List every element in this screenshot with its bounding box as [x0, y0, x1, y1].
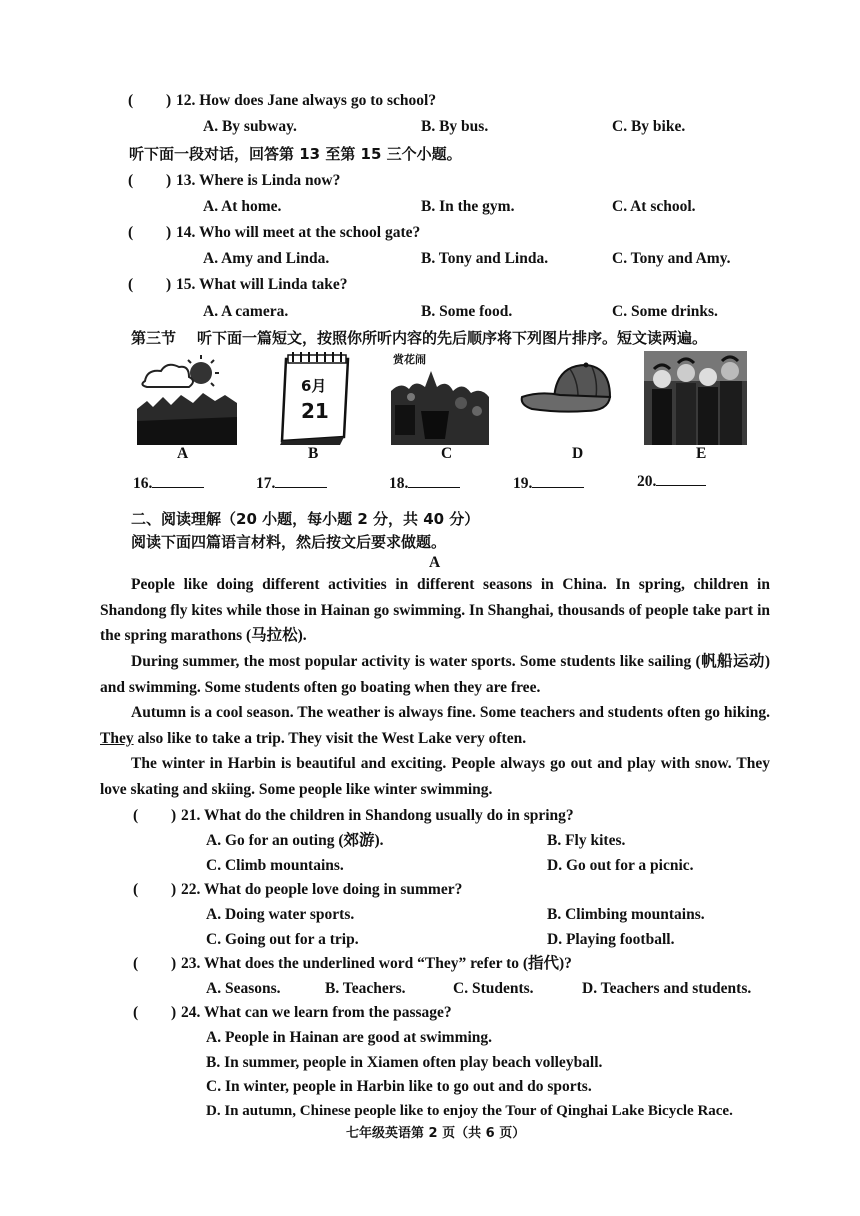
picture-e: [644, 351, 747, 445]
passage-paragraph-2: During summer, the most popular activity is water sports. Some students like sailing (帆船运动) and swimming. Some students often go boating when they are free.: [100, 653, 770, 696]
part2-instruction: 阅读下面四篇语言材料，然后按文后要求做题。: [131, 533, 447, 551]
dialogue-instruction: 听下面一段对话，回答第 13 至第 15 三个小题。: [129, 145, 462, 163]
question-22-option-c: C. Going out for a trip.: [206, 931, 359, 948]
answer-paren: (: [128, 92, 134, 109]
section3-title: 第三节: [131, 329, 177, 347]
answer-paren-close: ): [166, 92, 172, 109]
question-12-option-c: C. By bike.: [612, 118, 686, 135]
question-14-stem: 14. Who will meet at the school gate?: [176, 224, 421, 241]
picture-c-label: C: [441, 445, 453, 462]
question-24-option-c: C. In winter, people in Harbin like to go out and do sports.: [206, 1078, 592, 1095]
answer-paren: (: [128, 172, 134, 189]
question-23-option-b: B. Teachers.: [325, 980, 406, 997]
question-23-option-a: A. Seasons.: [206, 980, 281, 997]
question-13-option-b: B. In the gym.: [421, 198, 515, 215]
question-23-option-d: D. Teachers and students.: [582, 980, 752, 997]
answer-paren-close: ): [166, 224, 172, 241]
answer-paren-close: ): [166, 276, 172, 293]
part2-title: 二、阅读理解（20 小题，每小题 2 分，共 40 分）: [131, 510, 480, 528]
question-21-option-a: A. Go for an outing (郊游).: [206, 832, 384, 849]
picture-d-label: D: [572, 445, 584, 462]
question-14-option-b: B. Tony and Linda.: [421, 250, 549, 267]
question-15-option-c: C. Some drinks.: [612, 303, 718, 320]
answer-paren: (: [133, 955, 139, 972]
underlined-word: They: [100, 729, 134, 747]
blank-19[interactable]: 19.: [513, 473, 584, 494]
blank-17[interactable]: 17.: [256, 473, 327, 494]
answer-paren: (: [128, 224, 134, 241]
question-14-option-c: C. Tony and Amy.: [612, 250, 731, 267]
question-21-option-b: B. Fly kites.: [547, 832, 626, 849]
cap-icon: [520, 351, 616, 445]
passage-paragraph-1: People like doing different activities in different seasons in China. In spring, children in Shandong fly kites while those in Hainan go swimming. In Shanghai, thousands of people take part in the spring marathons (马拉松).: [100, 576, 770, 645]
question-12-option-b: B. By bus.: [421, 118, 489, 135]
answer-paren: (: [133, 807, 139, 824]
question-15-stem: 15. What will Linda take?: [176, 276, 348, 293]
picture-b-label: B: [308, 445, 319, 462]
question-15-option-a: A. A camera.: [203, 303, 289, 320]
question-24-stem: 24. What can we learn from the passage?: [181, 1004, 452, 1021]
blank-16[interactable]: 16.: [133, 473, 204, 494]
section3-instruction: 听下面一篇短文，按照你所听内容的先后顺序将下列图片排序。短文读两遍。: [197, 329, 708, 347]
answer-paren: (: [133, 881, 139, 898]
picture-c: [391, 351, 489, 445]
calendar-month: 6月: [301, 377, 327, 395]
question-22-option-d: D. Playing football.: [547, 931, 675, 948]
question-13-option-a: A. At home.: [203, 198, 282, 215]
question-15-option-b: B. Some food.: [421, 303, 513, 320]
question-21-option-c: C. Climb mountains.: [206, 857, 344, 874]
answer-paren-close: ): [171, 807, 177, 824]
question-24-option-d: D. In autumn, Chinese people like to enjoy the Tour of Qinghai Lake Bicycle Race.: [206, 1103, 733, 1119]
question-22-option-b: B. Climbing mountains.: [547, 906, 705, 923]
picture-d: [520, 351, 616, 445]
question-22-stem: 22. What do people love doing in summer?: [181, 881, 463, 898]
picture-a: [137, 351, 237, 445]
answer-paren-close: ): [171, 1004, 177, 1021]
question-13-stem: 13. Where is Linda now?: [176, 172, 341, 189]
answer-paren: (: [133, 1004, 139, 1021]
picture-e-label: E: [696, 445, 707, 462]
blank-20[interactable]: 20.: [637, 471, 706, 492]
passage-label: A: [429, 554, 441, 571]
question-12-stem: 12. How does Jane always go to school?: [176, 92, 437, 109]
answer-paren: (: [128, 276, 134, 293]
blank-18[interactable]: 18.: [389, 473, 460, 494]
question-24-option-a: A. People in Hainan are good at swimming.: [206, 1029, 493, 1046]
question-14-option-a: A. Amy and Linda.: [203, 250, 330, 267]
calendar-day: 21: [301, 399, 329, 423]
page-footer: 七年级英语第 2 页（共 6 页）: [346, 1126, 526, 1141]
passage-paragraph-4: The winter in Harbin is beautiful and exciting. People always go out and play with snow. They love skating and skiing. Some people like winter swimming.: [100, 755, 770, 798]
question-21-stem: 21. What do the children in Shandong usually do in spring?: [181, 807, 574, 824]
picture-b: [278, 351, 352, 445]
answer-paren-close: ): [171, 881, 177, 898]
group-of-people-icon: [644, 351, 747, 445]
question-22-option-a: A. Doing water sports.: [206, 906, 355, 923]
picture-a-label: A: [177, 445, 189, 462]
question-24-option-b: B. In summer, people in Xiamen often play beach volleyball.: [206, 1054, 603, 1071]
question-13-option-c: C. At school.: [612, 198, 696, 215]
passage-paragraph-3: Autumn is a cool season. The weather is always fine. Some teachers and students often go hiking. They also like to take a trip. They visit the West Lake very often.: [100, 704, 770, 747]
question-23-option-c: C. Students.: [453, 980, 534, 997]
answer-paren-close: ): [166, 172, 172, 189]
answer-paren-close: ): [171, 955, 177, 972]
flower-show-sign: 赏花闹: [393, 353, 426, 366]
sun-cloud-landscape-icon: [137, 351, 237, 445]
calendar-icon: [278, 351, 352, 445]
question-21-option-d: D. Go out for a picnic.: [547, 857, 694, 874]
question-23-stem: 23. What does the underlined word “They” refer to (指代)?: [181, 955, 572, 972]
question-12-option-a: A. By subway.: [203, 118, 297, 135]
